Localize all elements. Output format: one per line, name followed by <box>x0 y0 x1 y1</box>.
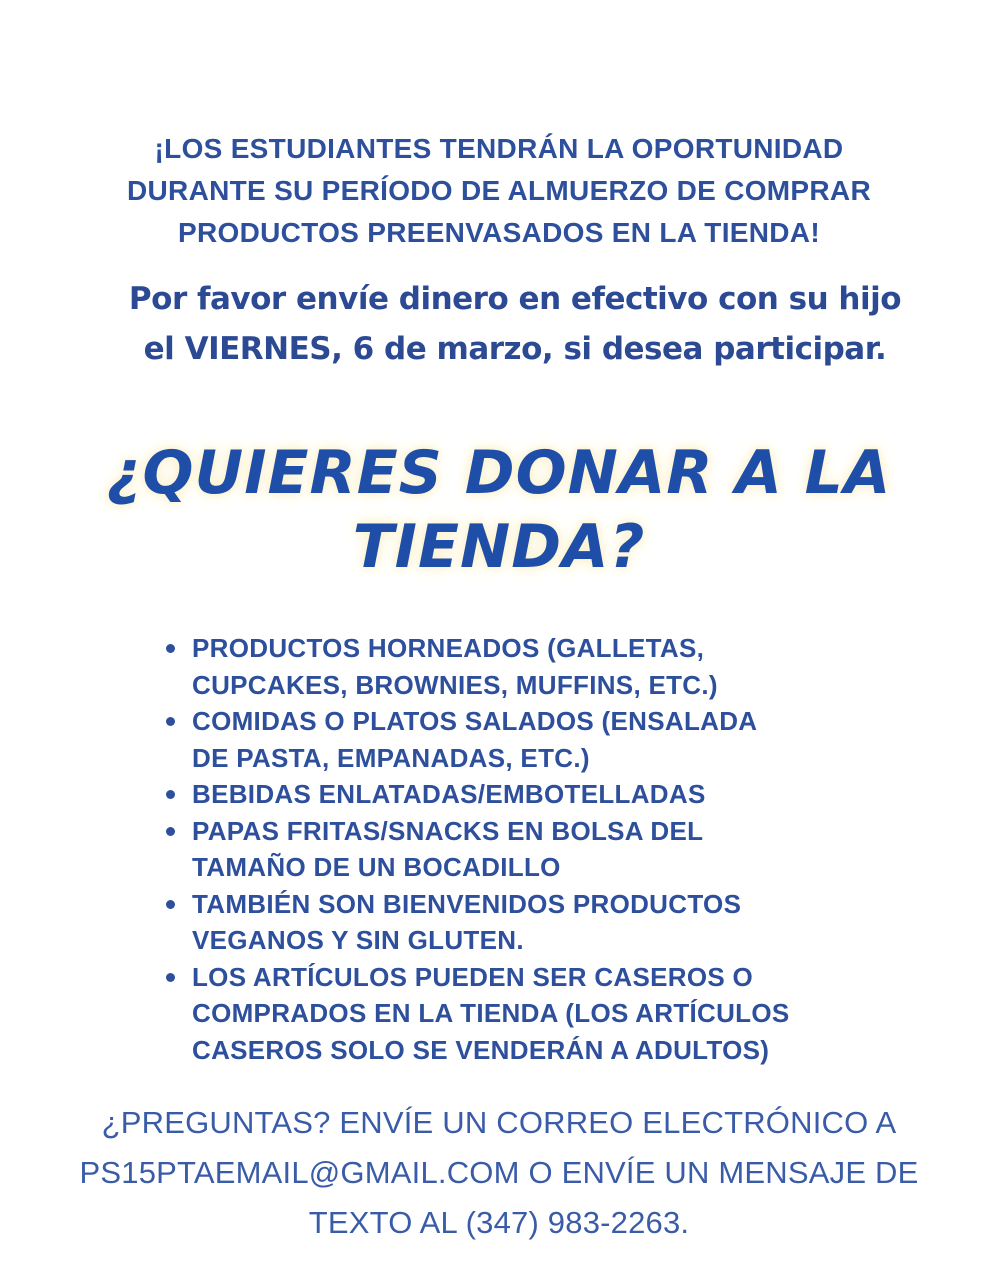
list-item-line: COMPRADOS EN LA TIENDA (LOS ARTÍCULOS <box>192 998 790 1028</box>
list-item-line: PAPAS FRITAS/SNACKS EN BOLSA DEL <box>192 815 704 846</box>
list-item <box>164 959 904 1069</box>
bullet-icon <box>166 827 175 836</box>
list-item-line: BEBIDAS ENLATADAS/EMBOTELLADAS <box>192 779 706 809</box>
list-item <box>164 886 904 959</box>
list-item-line: DE PASTA, EMPANADAS, ETC.) <box>192 742 590 773</box>
list-item <box>164 703 904 776</box>
contact-line: PS15PTAEMAIL@GMAIL.COM O ENVÍE UN MENSAJE DE <box>79 1155 919 1190</box>
cash-note <box>0 274 998 374</box>
list-item-line: CASEROS SOLO SE VENDERÁN A ADULTOS) <box>192 1034 770 1065</box>
list-item-line: TAMAÑO DE UN BOCADILLO <box>192 852 561 882</box>
bullet-icon <box>166 717 175 726</box>
headline <box>0 128 998 254</box>
donation-items-list <box>164 630 904 1068</box>
cash-note-line: Por favor envíe dinero en efectivo con su hijo <box>128 281 902 317</box>
list-item-line: COMIDAS O PLATOS SALADOS (ENSALADA <box>192 706 758 736</box>
cash-note-line: el VIERNES, 6 de marzo, si desea participar. <box>143 331 887 367</box>
donate-title-line: ¿QUIERES DONAR A LA <box>106 438 892 508</box>
bullet-icon <box>166 973 175 982</box>
list-item-line: PRODUCTOS HORNEADOS (GALLETAS, <box>192 633 705 663</box>
headline-line: ¡LOS ESTUDIANTES TENDRÁN LA OPORTUNIDAD <box>154 133 844 164</box>
bullet-icon <box>166 900 175 909</box>
list-item-line: VEGANOS Y SIN GLUTEN. <box>192 925 524 955</box>
list-item-line: LOS ARTÍCULOS PUEDEN SER CASEROS O <box>192 961 754 992</box>
bullet-icon <box>166 644 175 653</box>
headline-line: PRODUCTOS PREENVASADOS EN LA TIENDA! <box>178 217 820 248</box>
contact-line: ¿PREGUNTAS? ENVÍE UN CORREO ELECTRÓNICO A <box>101 1105 897 1140</box>
contact-info <box>0 1098 998 1248</box>
donate-title-line: TIENDA? <box>352 512 646 582</box>
list-item <box>164 776 904 813</box>
headline-line: DURANTE SU PERÍODO DE ALMUERZO DE COMPRAR <box>127 175 871 206</box>
bullet-icon <box>166 790 175 799</box>
list-item <box>164 630 904 703</box>
list-item-line: TAMBIÉN SON BIENVENIDOS PRODUCTOS <box>192 888 742 919</box>
contact-line: TEXTO AL (347) 983-2263. <box>308 1205 690 1240</box>
list-item <box>164 813 904 886</box>
donate-title <box>0 436 998 584</box>
list-item-line: CUPCAKES, BROWNIES, MUFFINS, ETC.) <box>192 669 718 700</box>
